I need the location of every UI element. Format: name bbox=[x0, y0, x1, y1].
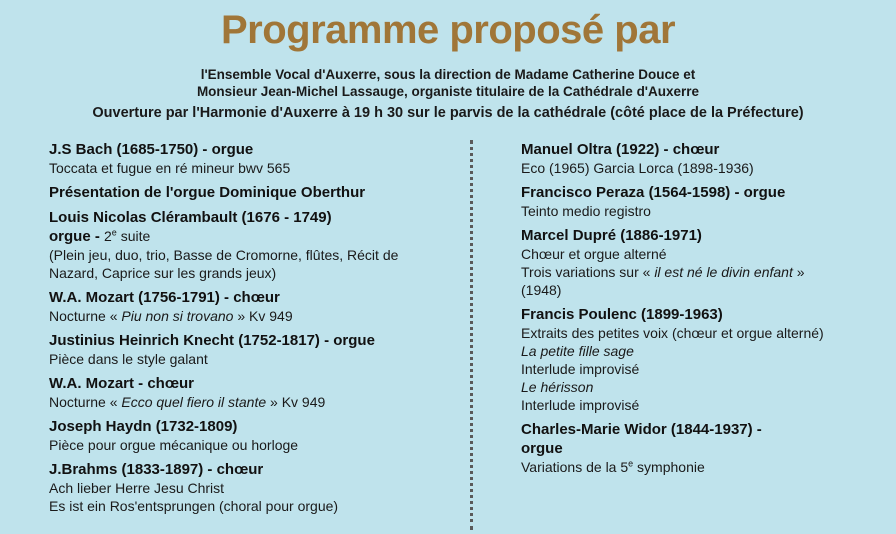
programme-entry bbox=[49, 183, 449, 202]
ordinal-sup: e bbox=[628, 458, 634, 469]
piece-line: Toccata et fugue en ré mineur bwv 565 bbox=[49, 160, 291, 176]
piece-line bbox=[521, 263, 891, 281]
piece-heading: Francisco Peraza (1564-1598) - orgue bbox=[521, 184, 786, 201]
piece-line: Nazard, Caprice sur les grands jeux) bbox=[49, 265, 277, 281]
piece-line bbox=[521, 458, 891, 476]
piece-line: Pièce dans le style galant bbox=[49, 351, 208, 367]
piece-line: Interlude improvisé bbox=[521, 397, 640, 413]
piece-line: Chœur et orgue alterné bbox=[521, 246, 667, 262]
text-part: symphonie bbox=[633, 459, 705, 475]
piece-line: (Plein jeu, duo, trio, Basse de Cromorne, flûtes, Récit de bbox=[49, 247, 399, 263]
piece-line: Teinto medio registro bbox=[521, 203, 651, 219]
programme-entry bbox=[49, 140, 449, 177]
piece-heading: Manuel Oltra (1922) - chœur bbox=[521, 141, 720, 158]
piece-heading: J.S Bach (1685-1750) - orgue bbox=[49, 141, 254, 158]
programme-entry bbox=[521, 305, 891, 414]
instrument-label: orgue - bbox=[49, 228, 104, 245]
programme-entry bbox=[49, 460, 449, 515]
piece-line bbox=[49, 227, 449, 246]
programme-entry bbox=[49, 417, 449, 454]
piece-line: Le hérisson bbox=[521, 379, 594, 395]
piece-line: Interlude improvisé bbox=[521, 361, 640, 377]
programme-entry bbox=[521, 140, 891, 177]
italic-title: il est né le divin enfant bbox=[654, 264, 793, 280]
programme-right-column bbox=[521, 140, 891, 482]
piece-heading: Louis Nicolas Clérambault (1676 - 1749) bbox=[49, 209, 332, 226]
programme-entry bbox=[49, 331, 449, 368]
column-divider bbox=[470, 140, 473, 530]
subtitle-line-1: l'Ensemble Vocal d'Auxerre, sous la direction de Madame Catherine Douce et bbox=[200, 67, 696, 82]
page-title: Programme proposé par bbox=[220, 8, 676, 52]
piece-heading: J.Brahms (1833-1897) - chœur bbox=[49, 461, 264, 478]
piece-line: Extraits des petites voix (chœur et orgue alterné) bbox=[521, 325, 824, 341]
piece-heading: Marcel Dupré (1886-1971) bbox=[521, 227, 702, 244]
piece-line: Pièce pour orgue mécanique ou horloge bbox=[49, 437, 299, 453]
italic-title: Piu non si trovano bbox=[121, 308, 234, 324]
piece-line: Eco (1965) Garcia Lorca (1898-1936) bbox=[521, 160, 754, 176]
piece-heading: W.A. Mozart (1756-1791) - chœur bbox=[49, 289, 280, 306]
text-part: Trois variations sur « bbox=[521, 264, 655, 280]
programme-entry bbox=[521, 226, 891, 299]
piece-line: Ach lieber Herre Jesu Christ bbox=[49, 480, 225, 496]
programme-entry bbox=[49, 208, 449, 282]
piece-heading: Charles-Marie Widor (1844-1937) - bbox=[521, 421, 762, 438]
piece-heading: Joseph Haydn (1732-1809) bbox=[49, 418, 238, 435]
piece-heading: Francis Poulenc (1899-1963) bbox=[521, 306, 723, 323]
programme-entry bbox=[49, 374, 449, 411]
programme-left-column bbox=[49, 140, 449, 521]
text-part: » Kv 949 bbox=[266, 394, 326, 410]
programme-entry bbox=[521, 420, 891, 476]
piece-line: La petite fille sage bbox=[521, 343, 634, 359]
italic-title: Ecco quel fiero il stante bbox=[121, 394, 267, 410]
text-part: » Kv 949 bbox=[233, 308, 293, 324]
subtitle-line-3: Ouverture par l'Harmonie d'Auxerre à 19 h 30 sur le parvis de la cathédrale (côté place de la Préfecture) bbox=[92, 105, 804, 121]
ordinal-sup: e bbox=[111, 227, 117, 238]
text-part: Nocturne « bbox=[49, 308, 122, 324]
piece-line bbox=[49, 393, 449, 411]
text-part: Nocturne « bbox=[49, 394, 122, 410]
suite-number: 2 bbox=[104, 228, 112, 244]
piece-line bbox=[49, 307, 449, 325]
programme-entry bbox=[521, 183, 891, 220]
text-part: » bbox=[792, 264, 805, 280]
piece-heading: orgue bbox=[521, 440, 563, 457]
text-part: Variations de la 5 bbox=[521, 459, 629, 475]
piece-heading: Justinius Heinrich Knecht (1752-1817) - orgue bbox=[49, 332, 375, 349]
piece-heading: W.A. Mozart - chœur bbox=[49, 375, 194, 392]
programme-entry bbox=[49, 288, 449, 325]
piece-heading: Présentation de l'orgue Dominique Oberthur bbox=[49, 184, 366, 201]
subtitle-line-2: Monsieur Jean-Michel Lassauge, organiste titulaire de la Cathédrale d'Auxerre bbox=[196, 84, 700, 99]
suite-word: suite bbox=[116, 228, 151, 244]
piece-line: Es ist ein Ros'entsprungen (choral pour orgue) bbox=[49, 498, 339, 514]
piece-line: (1948) bbox=[521, 282, 562, 298]
